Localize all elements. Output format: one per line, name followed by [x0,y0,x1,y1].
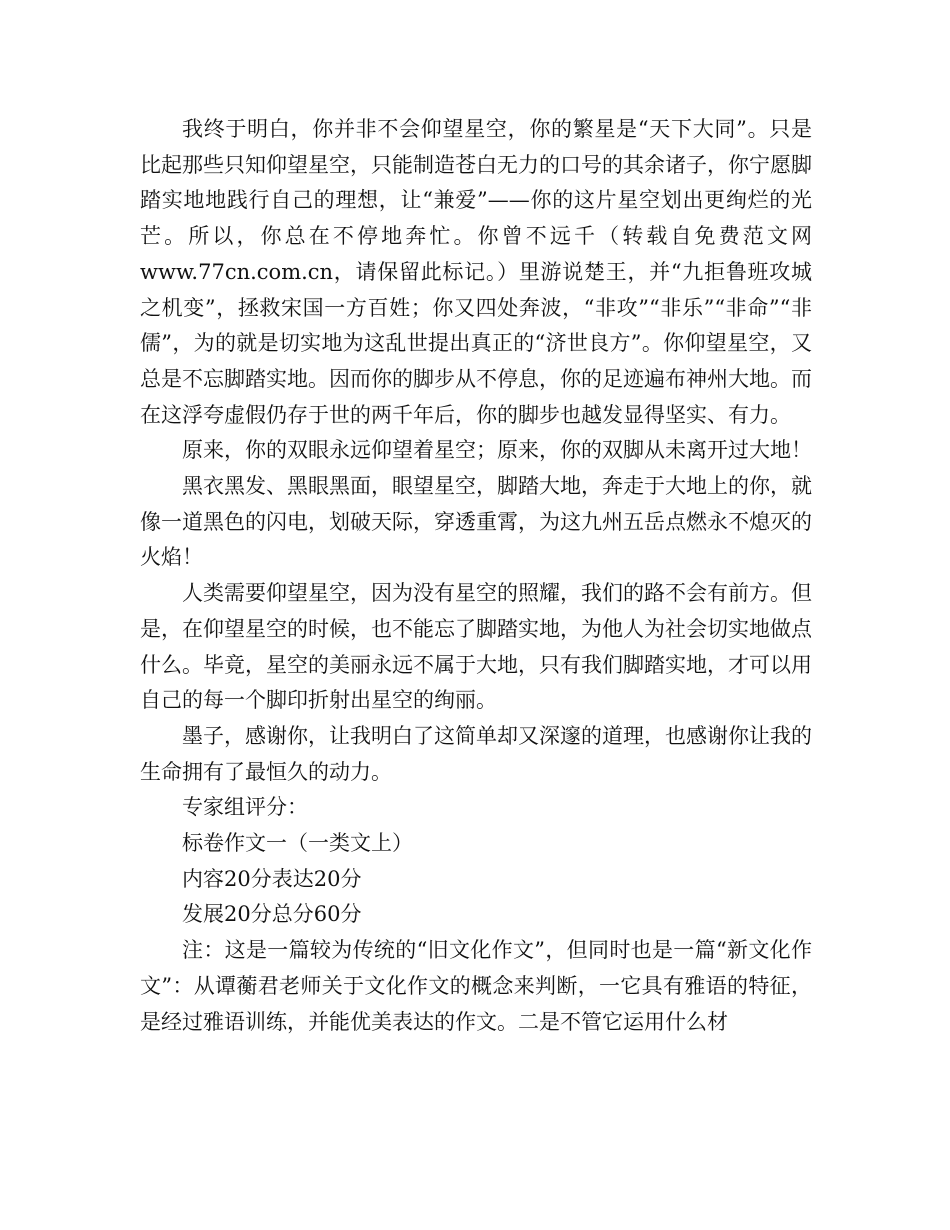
review-heading: 专家组评分： [182,795,308,820]
document-page [140,112,812,1040]
review-scores-line-1: 内容20分表达20分 [182,866,362,891]
paragraph-thanks-mozi: 墨子，感谢你，让我明白了这简单却又深邃的道理，也感谢你让我的生命拥有了最恒久的动力。 [140,723,812,784]
review-category: 标卷作文一（一类文上） [182,831,413,856]
review-note: 注：这是一篇较为传统的“旧文化作文”，但同时也是一篇“新文化作文”：从谭蘅君老师关于文化作文的概念来判断，一它具有雅语的特征，是经过雅语训练，并能优美表达的作文。二是不管它运用什么材 [140,938,812,1034]
review-scores-line-2: 发展20分总分60分 [182,902,362,927]
paragraph-black-lightning: 黑衣黑发、黑眼黑面，眼望星空，脚踏大地，奔走于大地上的你，就像一道黑色的闪电，划破天际，穿透重霄，为这九州五岳点燃永不熄灭的火焰！ [140,474,812,570]
paragraph-eyes-and-feet: 原来，你的双眼永远仰望着星空；原来，你的双脚从未离开过大地！ [182,438,812,463]
paragraph-humanity-stars: 人类需要仰望星空，因为没有星空的照耀，我们的路不会有前方。但是，在仰望星空的时候，也不能忘了脚踏实地，为他人为社会切实地做点什么。毕竟，星空的美丽永远不属于大地，只有我们脚踏实地，才可以用自己的每一个脚印折射出星空的绚丽。 [140,581,812,713]
paragraph-mozi-ideal: 我终于明白，你并非不会仰望星空，你的繁星是“天下大同”。只是比起那些只知仰望星空，只能制造苍白无力的口号的其余诸子，你宁愿脚踏实地地践行自己的理想，让“兼爱”——你的这片星空划出更绚烂的光芒。所以，你总在不停地奔忙。你曾不远千（转载自免费范文网www.77cn.com.cn，请保留此标记。）里游说楚王，并“九拒鲁班攻城之机变”，拯救宋国一方百姓；你又四处奔波，“非攻”“非乐”“非命”“非儒”，为的就是切实地为这乱世提出真正的“济世良方”。你仰望星空，又总是不忘脚踏实地。因而你的脚步从不停息，你的足迹遍布神州大地。而在这浮夸虚假仍存于世的两千年后，你的脚步也越发显得坚实、有力。 [140,117,812,427]
